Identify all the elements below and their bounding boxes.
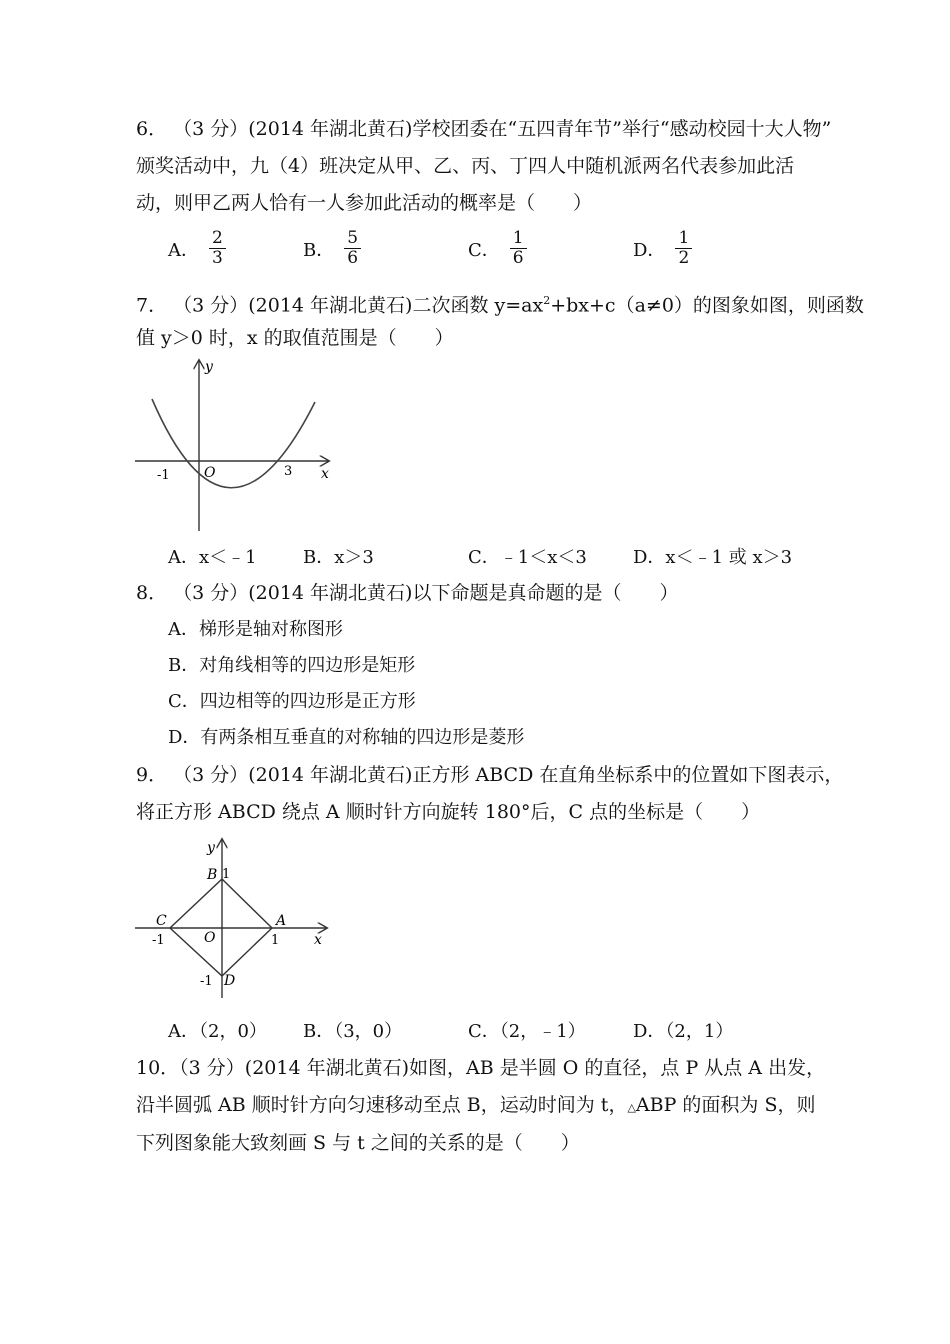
q8-option-b[interactable]: B．对角线相等的四边形是矩形 xyxy=(168,655,416,676)
tick-neg-x: -1 xyxy=(152,933,165,948)
q7-stem-line1 xyxy=(136,288,864,318)
q9-option-a[interactable]: A．（2，0） xyxy=(168,1021,267,1042)
denominator: 2 xyxy=(678,248,690,268)
numerator: 1 xyxy=(510,229,527,249)
q7-exponent: 2 xyxy=(543,294,551,307)
q10-stem-line1: 10．（3 分）(2014 年湖北黄石)如图，AB 是半圆 O 的直径，点 P 从点 A 出发， xyxy=(136,1057,826,1079)
fraction xyxy=(344,229,361,268)
vertex-c-label: C xyxy=(156,913,167,929)
q9-option-d[interactable]: D．（2，1） xyxy=(633,1021,734,1042)
q9-option-c[interactable]: C．（2，﹣1） xyxy=(468,1021,586,1042)
triangle-symbol: △ xyxy=(627,1101,636,1114)
q6-option-label: C． xyxy=(468,239,500,261)
q6-option-label: A． xyxy=(168,239,199,261)
q6-option-d[interactable] xyxy=(633,229,692,268)
origin-label: O xyxy=(204,930,216,946)
vertex-b-label: B xyxy=(207,867,218,883)
q10-stem-line3: 下列图象能大致刻画 S 与 t 之间的关系的是（ ） xyxy=(136,1132,580,1154)
q10-stem-line2-pre: 沿半圆弧 AB 顺时针方向匀速移动至点 B，运动时间为 t， xyxy=(136,1094,628,1116)
q6-option-label: D． xyxy=(633,239,666,261)
numerator: 1 xyxy=(675,229,692,249)
q7-stem-line2: 值 y＞0 时，x 的取值范围是（ ） xyxy=(136,327,454,349)
tick-neg-y: -1 xyxy=(200,974,213,989)
numerator: 2 xyxy=(209,229,226,249)
q10-stem-line2 xyxy=(136,1092,816,1121)
x-axis-label: x xyxy=(314,932,322,948)
q9-stem-line2: 将正方形 ABCD 绕点 A 顺时针方向旋转 180°后，C 点的坐标是（ ） xyxy=(136,801,761,823)
q8-option-a[interactable]: A．梯形是轴对称图形 xyxy=(168,619,343,640)
q10-stem-line2-post: ABP 的面积为 S，则 xyxy=(635,1094,816,1116)
q6-stem-line3: 动，则甲乙两人恰有一人参加此活动的概率是（ ） xyxy=(136,192,593,214)
fraction xyxy=(209,229,226,268)
x-axis-label: x xyxy=(321,466,329,482)
denominator: 3 xyxy=(212,248,223,268)
tick-pos-x: 1 xyxy=(271,933,280,948)
numerator: 5 xyxy=(344,229,361,249)
vertex-a-label: A xyxy=(276,913,287,929)
q7-option-b[interactable]: B．x＞3 xyxy=(303,547,374,568)
q7-stem-post: +bx+c（a≠0）的图象如图，则函数 xyxy=(550,294,864,317)
q7-option-d[interactable]: D．x＜﹣1 或 x＞3 xyxy=(633,547,793,568)
q6-option-label: B． xyxy=(303,239,335,261)
q6-stem-line1: 6． （3 分）(2014 年湖北黄石)学校团委在“五四青年节”举行“感动校园十大人物” xyxy=(136,118,832,140)
root-right-label: 3 xyxy=(284,464,293,479)
q9-square-figure xyxy=(130,832,340,1002)
q9-stem-line1: 9． （3 分）(2014 年湖北黄石)正方形 ABCD 在直角坐标系中的位置如下图表示， xyxy=(136,764,844,786)
q7-stem-pre: 7． （3 分）(2014 年湖北黄石)二次函数 y=ax xyxy=(136,294,544,317)
q8-stem-line1: 8． （3 分）(2014 年湖北黄石)以下命题是真命题的是（ ） xyxy=(136,582,679,604)
q7-option-a[interactable]: A．x＜﹣1 xyxy=(168,547,257,568)
q8-option-d[interactable]: D．有两条相互垂直的对称轴的四边形是菱形 xyxy=(168,727,525,748)
tick-pos-y: 1 xyxy=(222,867,231,882)
denominator: 6 xyxy=(347,248,359,268)
y-axis-label: y xyxy=(205,359,213,375)
q6-stem-line2: 颁奖活动中，九（4）班决定从甲、乙、丙、丁四人中随机派两名代表参加此活 xyxy=(136,155,795,177)
q7-option-c[interactable]: C．﹣1＜x＜3 xyxy=(468,547,587,568)
q9-option-b[interactable]: B．（3，0） xyxy=(303,1021,403,1042)
y-axis-label: y xyxy=(207,840,215,856)
fraction xyxy=(510,229,527,268)
origin-label: O xyxy=(204,465,216,481)
q7-parabola-figure xyxy=(130,355,340,535)
q8-option-c[interactable]: C．四边相等的四边形是正方形 xyxy=(168,691,416,712)
q6-option-c[interactable] xyxy=(468,229,527,268)
root-left-label: -1 xyxy=(157,468,170,483)
denominator: 6 xyxy=(512,248,524,268)
vertex-d-label: D xyxy=(224,973,236,989)
fraction xyxy=(675,229,692,268)
q6-option-b[interactable] xyxy=(303,229,361,268)
q6-option-a[interactable] xyxy=(168,229,226,268)
